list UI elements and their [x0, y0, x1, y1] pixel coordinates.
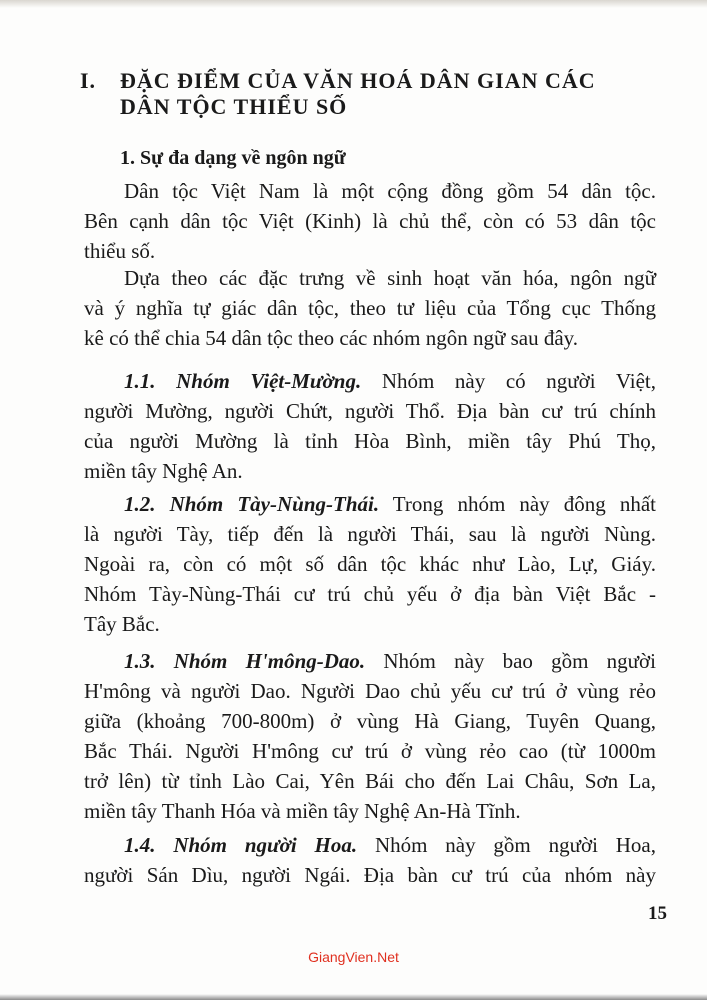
page-top-edge: [0, 0, 707, 8]
heading-line-1: ĐẶC ĐIỂM CỦA VĂN HOÁ DÂN GIAN CÁC: [120, 68, 596, 93]
paragraph-line: Bên cạnh dân tộc Việt (Kinh) là chủ thể, còn có 53 dân tộc: [84, 209, 656, 233]
paragraph-line: [84, 830, 656, 860]
paragraph: [84, 489, 656, 639]
group-subtitle: 1.4. Nhóm người Hoa.: [124, 833, 358, 857]
heading-line-2: DÂN TỘC THIỂU SỐ: [120, 94, 348, 119]
paragraph-line: Nhóm Tày-Nùng-Thái cư trú chủ yếu ở địa bàn Việt Bắc -: [84, 582, 656, 606]
paragraph-line: [84, 646, 656, 676]
paragraph-line: thiểu số.: [84, 239, 156, 263]
watermark-link[interactable]: GiangVien.Net: [308, 949, 399, 965]
paragraph-line: miền tây Nghệ An.: [84, 459, 243, 483]
paragraph: [84, 830, 656, 890]
heading-number: I.: [80, 68, 97, 93]
paragraph-line: H'mông và người Dao. Người Dao chủ yếu cư trú ở vùng rẻo: [84, 679, 656, 703]
paragraph-line: Dân tộc Việt Nam là một cộng đồng gồm 54 dân tộc.: [124, 179, 656, 203]
paragraph-line: người Mường, người Chứt, người Thổ. Địa bàn cư trú chính: [84, 399, 656, 423]
paragraph-line: miền tây Thanh Hóa và miền tây Nghệ An-Hà Tĩnh.: [84, 799, 521, 823]
paragraph-line: của người Mường là tỉnh Hòa Bình, miền tây Phú Thọ,: [84, 429, 656, 453]
paragraph-line: [84, 489, 656, 519]
paragraph-line: Tây Bắc.: [84, 612, 160, 636]
paragraph-line: trở lên) từ tỉnh Lào Cai, Yên Bái cho đến Lai Châu, Sơn La,: [84, 769, 656, 793]
paragraph: [84, 646, 656, 826]
page-number: 15: [648, 903, 667, 924]
paragraph-line: kê có thể chia 54 dân tộc theo các nhóm ngôn ngữ sau đây.: [84, 326, 579, 350]
paragraph-line: người Sán Dìu, người Ngái. Địa bàn cư trú của nhóm này: [84, 863, 656, 887]
section-title: 1. Sự đa dạng về ngôn ngữ: [120, 147, 346, 169]
paragraph: [84, 176, 656, 266]
paragraph-text: Nhóm này có người Việt,: [361, 369, 656, 393]
paragraph-line: và ý nghĩa tự giác dân tộc, theo tư liệu của Tổng cục Thống: [84, 296, 656, 320]
group-subtitle: 1.2. Nhóm Tày-Nùng-Thái.: [124, 492, 380, 516]
paragraph-line: Dựa theo các đặc trưng về sinh hoạt văn hóa, ngôn ngữ: [124, 266, 656, 290]
paragraph-line: Ngoài ra, còn có một số dân tộc khác như Lào, Lự, Giáy.: [84, 552, 656, 576]
paragraph-text: Nhóm này gồm người Hoa,: [357, 833, 656, 857]
paragraph-line: Bắc Thái. Người H'mông cư trú ở vùng rẻo cao (từ 1000m: [84, 739, 656, 763]
paragraph: [84, 263, 656, 353]
paragraph-line: giữa (khoảng 700-800m) ở vùng Hà Giang, Tuyên Quang,: [84, 709, 656, 733]
paragraph-text: Trong nhóm này đông nhất: [379, 492, 656, 516]
paragraph: [84, 366, 656, 486]
paragraph-line: [84, 366, 656, 396]
page-bottom-edge: [0, 994, 707, 1000]
group-subtitle: 1.3. Nhóm H'mông-Dao.: [124, 649, 366, 673]
paragraph-text: Nhóm này bao gồm người: [365, 649, 656, 673]
paragraph-line: là người Tày, tiếp đến là người Thái, sau là người Nùng.: [84, 522, 656, 546]
group-subtitle: 1.1. Nhóm Việt-Mường.: [124, 369, 362, 393]
